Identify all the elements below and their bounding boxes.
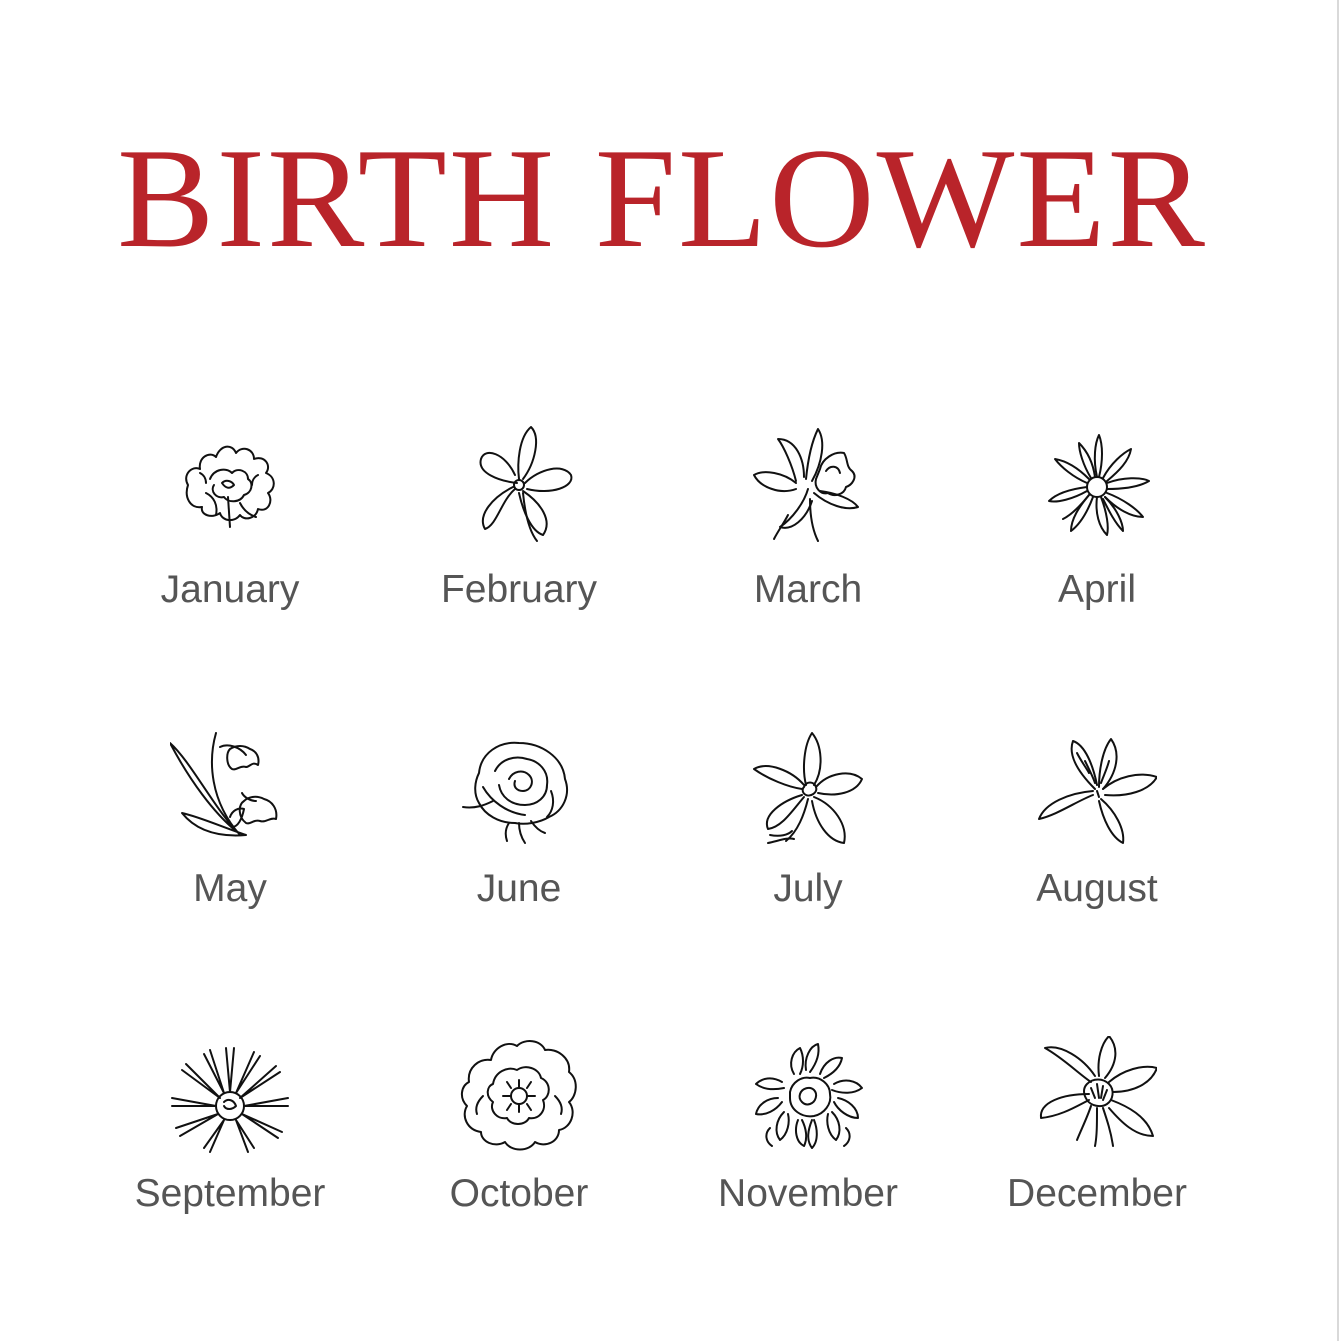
month-label: May [193,867,267,910]
month-label: March [753,568,863,611]
month-label: August [1036,867,1158,910]
lily-of-the-valley-icon [170,731,290,851]
month-cell-december [957,1036,1237,1236]
chrysanthemum-icon [748,1036,868,1156]
month-label: November [718,1172,898,1215]
carnation-icon [170,423,290,543]
month-cell-september [90,1036,370,1236]
right-edge-divider [1337,0,1339,1341]
gladiolus-icon [1037,731,1157,851]
month-label: April [1057,568,1137,611]
aster-icon [170,1036,290,1156]
daisy-icon [1037,423,1157,543]
month-cell-march [668,423,948,623]
narcissus-icon [1037,1036,1157,1156]
month-cell-january [90,423,370,623]
month-label: September [134,1172,326,1215]
page-title: BIRTH FLOWER [117,118,1207,278]
month-cell-february [379,423,659,623]
rose-icon [459,731,579,851]
month-cell-april [957,423,1237,623]
month-cell-july [668,731,948,931]
marigold-icon [459,1036,579,1156]
month-cell-november [668,1036,948,1236]
month-label: January [160,568,300,611]
daffodil-icon [748,423,868,543]
month-label: July [773,867,843,910]
month-label: October [449,1172,589,1215]
violet-icon [459,423,579,543]
larkspur-icon [748,731,868,851]
month-cell-may [90,731,370,931]
month-cell-august [957,731,1237,931]
month-label: February [440,568,598,611]
month-cell-june [379,731,659,931]
month-label: June [476,867,562,910]
month-label: December [1007,1172,1187,1215]
month-cell-october [379,1036,659,1236]
